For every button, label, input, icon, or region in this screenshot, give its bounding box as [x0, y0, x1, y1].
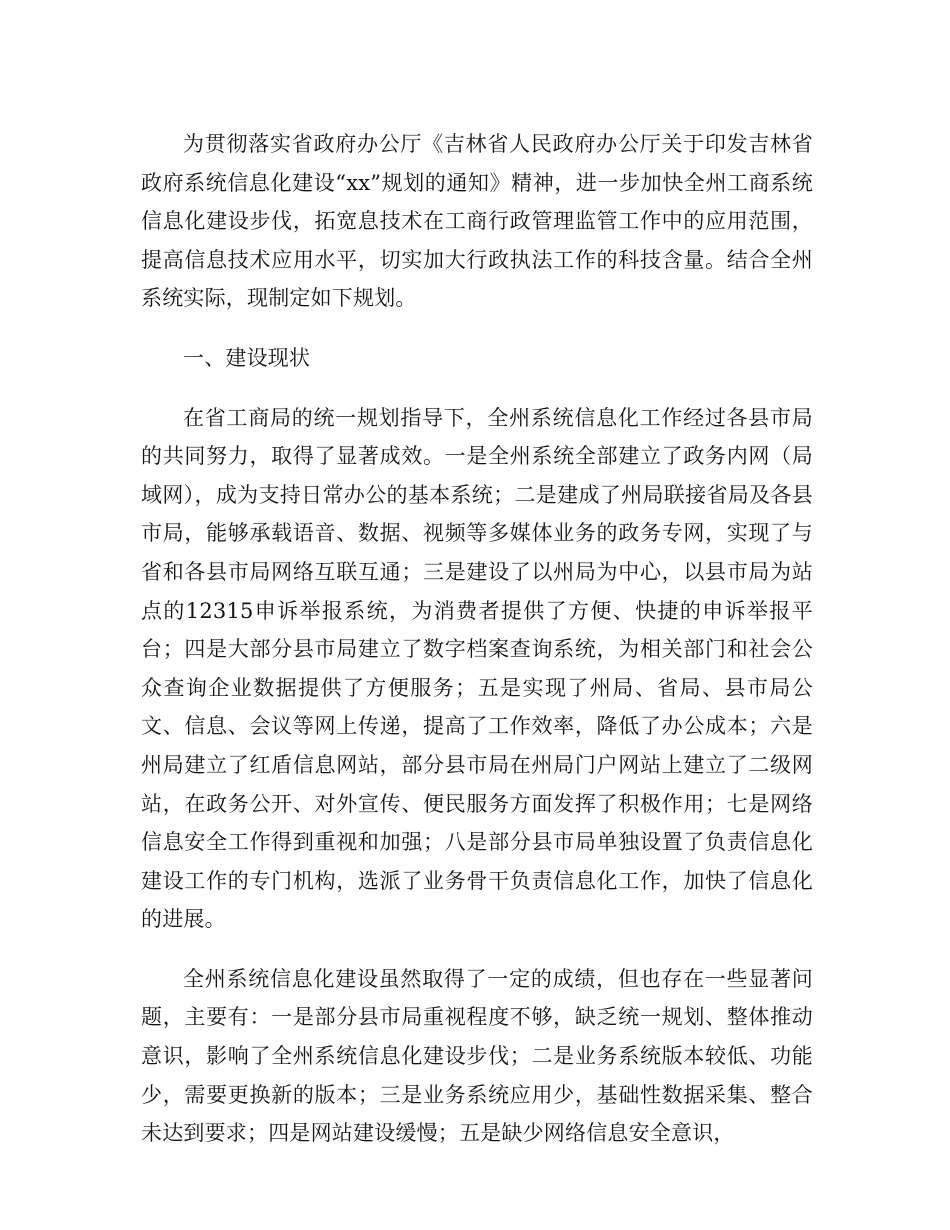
paragraph-achievements: 在省工商局的统一规划指导下，全州系统信息化工作经过各县市局的共同努力，取得了显著成效。一是全州系统全部建立了政务内网（局域网），成为支持日常办公的基本系统；二是建成了州局联接省局及各县市局，能够承载语音、数据、视频等多媒体业务的政务专网，实现了与省和各县市局网络互联互通；三是建设了以州局为中心，以县市局为站点的12315申诉举报系统，为消费者提供了方便、快捷的申诉举报平台；四是大部分县市局建立了数字档案查询系统，为相关部门和社会公众查询企业数据提供了方便服务；五是实现了州局、省局、县市局公文、信息、会议等网上传递，提高了工作效率，降低了办公成本；六是州局建立了红盾信息网站，部分县市局在州局门户网站上建立了二级网站，在政务公开、对外宣传、便民服务方面发挥了积极作用；七是网络信息安全工作得到重视和加强；八是部分县市局单独设置了负责信息化建设工作的专门机构，选派了业务骨干负责信息化工作，加快了信息化的进展。 [141, 405, 813, 932]
document-body [141, 125, 813, 1153]
paragraph-problems: 全州系统信息化建设虽然取得了一定的成绩，但也存在一些显著问题，主要有：一是部分县市局重视程度不够，缺乏统一规划、整体推动意识，影响了全州系统信息化建设步伐；二是业务系统版本较低、功能少，需要更换新的版本；三是业务系统应用少，基础性数据采集、整合未达到要求；四是网站建设缓慢；五是缺少网络信息安全意识， [141, 966, 813, 1146]
section-heading-construction-status: 一、建设现状 [183, 345, 311, 370]
paragraph-intro: 为贯彻落实省政府办公厅《吉林省人民政府办公厅关于印发吉林省政府系统信息化建设“xx”规划的通知》精神，进一步加快全州工商系统信息化建设步伐，拓宽息技术在工商行政管理监管工作中的应用范围，提高信息技术应用水平，切实加大行政执法工作的科技含量。结合全州系统实际，现制定如下规划。 [141, 132, 813, 311]
